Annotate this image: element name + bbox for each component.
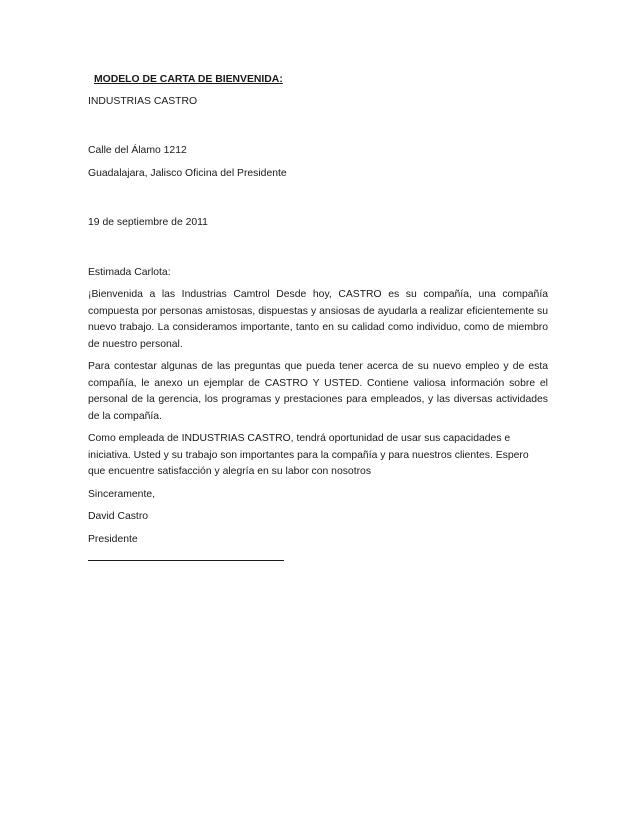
- address-line-2: Guadalajara, Jalisco Oficina del Presidente: [88, 167, 287, 179]
- signer-name: David Castro: [88, 511, 149, 522]
- heading-colon: :: [279, 74, 283, 85]
- paragraph-info: Para contestar algunas de las preguntas que pueda tener acerca de su nuevo empleo y de esta compañía, le anexo un ejemplar de CASTRO Y USTED. Contiene valiosa información sobre el personal de la gerencia, los programas y prestaciones para empleados, y las diversas actividades de la compañía.: [88, 361, 548, 422]
- letter-heading: [94, 72, 548, 89]
- heading-text: MODELO DE CARTA DE BIENVENIDA: [94, 74, 280, 85]
- company-name: INDUSTRIAS CASTRO: [88, 95, 198, 107]
- address-line-1: Calle del Álamo 1212: [88, 145, 187, 156]
- paragraph-closing: Como empleada de INDUSTRIAS CASTRO, tendrá oportunidad de usar sus capacidades e iniciativa. Usted y su trabajo son importantes para la compañía y para nuestros clientes. Espero que encuentre satisfacción y alegría en su labor con nosotros: [88, 433, 529, 477]
- paragraph-welcome: ¡Bienvenida a las Industrias Camtrol Desde hoy, CASTRO es su compañía, una compañía compuesta por personas amistosas, dispuestas y ansiosas de ayudarla a realizar eficientemente su nuevo trabajo. La consideramos importante, tanto en su calidad como individuo, como de miembro de nuestro personal.: [88, 289, 548, 350]
- closing-phrase: Sinceramente,: [88, 488, 155, 500]
- signature-line: [88, 552, 284, 561]
- salutation: Estimada Carlota:: [88, 266, 171, 278]
- letter-date: 19 de septiembre de 2011: [88, 217, 208, 228]
- letter-page: [88, 72, 548, 561]
- signer-title: Presidente: [88, 533, 138, 545]
